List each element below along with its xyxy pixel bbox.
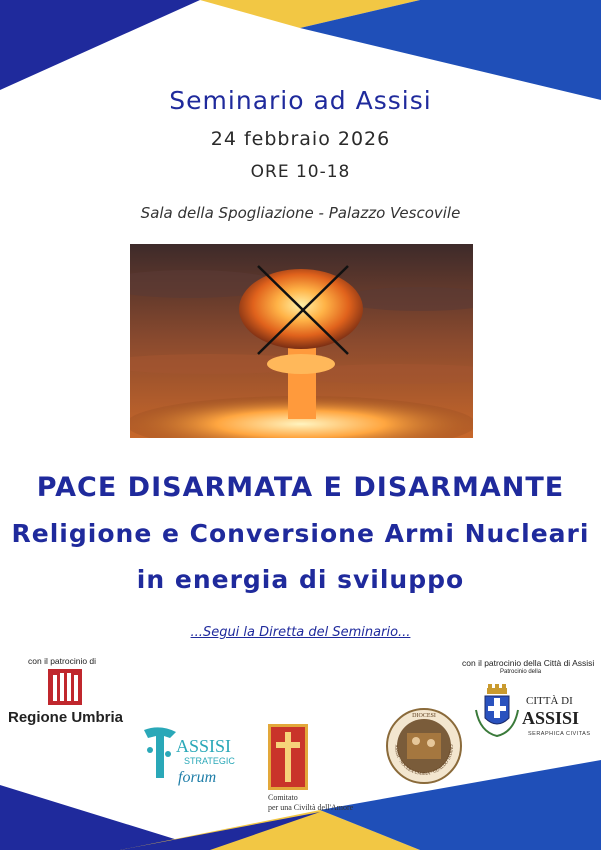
umbria-patronage-label: con il patrocinio di: [28, 656, 97, 666]
regione-umbria-emblem-icon: [48, 669, 82, 705]
diocesi-seal: [385, 707, 463, 785]
citta-name: ASSISI: [522, 708, 580, 728]
headline-line-1: PACE DISARMATA E DISARMANTE: [36, 472, 565, 503]
diocesi-top-text: DIOCESI: [412, 713, 436, 719]
comitato-cross-icon: [268, 724, 308, 790]
asf-line2: STRATEGIC: [184, 756, 235, 766]
event-hours: ORE 10-18: [250, 162, 351, 182]
assisi-patronage-sub: Patrocinio della: [500, 669, 542, 675]
headline-line-3: in energia di sviluppo: [136, 565, 465, 594]
assisi-strategic-forum-logo: [140, 720, 240, 790]
headline-line-2: Religione e Conversione Armi Nucleari: [11, 519, 590, 548]
assisi-patronage-label: con il patrocinio della Città di Assisi: [462, 658, 595, 668]
nuclear-explosion-image: [130, 244, 473, 438]
comitato-line-1: Comitato: [268, 793, 298, 802]
event-venue: Sala della Spogliazione - Palazzo Vescovile: [140, 204, 461, 222]
event-date: 24 febbraio 2026: [210, 128, 391, 150]
comitato-name: [268, 793, 353, 813]
asf-brand: ASSISI: [176, 736, 232, 756]
citta-title: CITTÀ DI: [526, 695, 573, 707]
comitato-line-2: per una Civiltà dell'Amore: [268, 803, 354, 812]
citta-motto: SERAPHICA CIVITAS: [528, 731, 591, 737]
asf-line3: forum: [178, 769, 217, 786]
live-stream-link[interactable]: ...Segui la Diretta del Seminario...: [190, 625, 411, 640]
event-title: Seminario ad Assisi: [169, 86, 432, 115]
regione-umbria-name: Regione Umbria: [8, 709, 124, 726]
diocesi-ring-text: ASSISI · NOCERA UMBRA · GUALDO TADINO: [393, 744, 455, 777]
citta-assisi-crest-icon: [472, 680, 522, 744]
